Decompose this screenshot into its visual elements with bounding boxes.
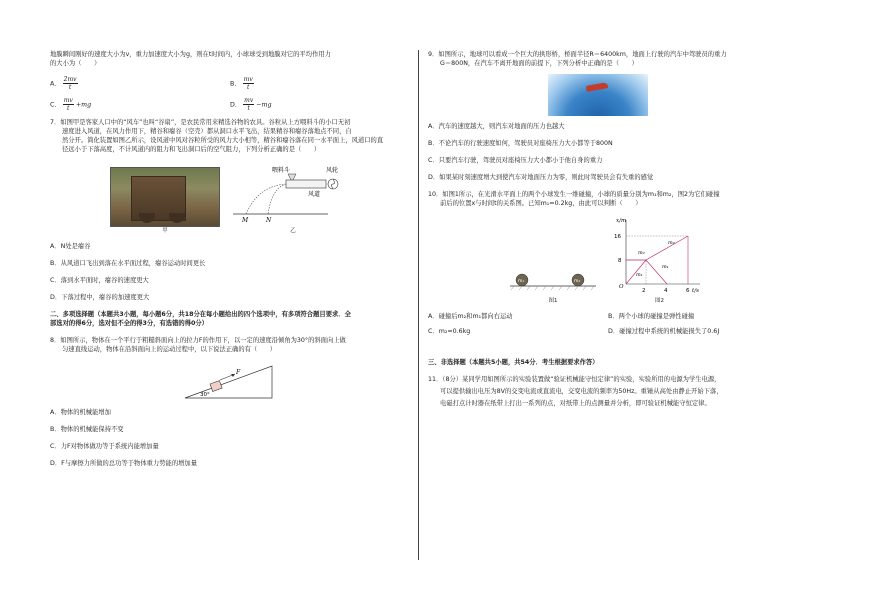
y-axis-label: x/m [616,218,627,224]
question-11 [428,375,793,408]
q9-line-1: 9．如图所示，地球可以看成一个巨大的拱形桥，桥面半径R＝6400km，地面上行驶的汽车中驾驶员的重力 [428,51,727,58]
numerator: mv [63,97,73,104]
q6-option-d [230,97,410,112]
winnowing-diagram [228,162,358,224]
xtick-2: 2 [642,288,646,294]
trajectory-far [268,184,286,214]
graph-m1-label-left: m₁ [636,272,643,278]
q7-option-a: A．N处是瘪谷 [50,243,91,250]
option-label: A． [50,80,61,88]
q7-line-2: 速度进入风道，在风力作用下，精谷和瘪谷（空壳）都从洞口水平飞出，结果精谷和瘪谷落地点不同，自 [62,128,352,135]
q6-option-b [230,76,410,91]
section-2-heading [50,310,410,328]
section-2-line-2: 部选对的得6分，选对但不全的得3分，有选错的得0分） [50,320,208,327]
q11-line-1: 11．（8分）某同学用如图所示的实验装置做“验证机械能守恒定律”的实验，实验所用的电源为学生电源， [428,376,721,383]
q10-figures [508,216,793,306]
collision-setup [508,264,598,294]
graph-m2-label-right: m₂ [668,240,675,246]
denominator: t [68,84,72,91]
car-icon [586,82,609,92]
ball-m2 [572,274,584,286]
q9-options [428,122,793,182]
option-label: C． [50,101,61,109]
q6-line-2: 的大小为（ ） [50,60,101,67]
ytick-16: 16 [614,234,621,240]
q8-options [50,408,410,468]
q10-option-c: C．m₂=0.6kg [428,328,471,335]
q7-figures [110,162,410,236]
question-10 [428,190,793,208]
fraction [63,97,74,112]
q8-option-b: B．物体的机械能保持不变 [50,426,124,433]
x-axis-label: t/s [692,288,699,294]
xt-graph [612,216,707,294]
q8-option-d: D．F与摩擦力所做的总功等于物体重力势能的增加量 [50,460,198,467]
q11-line-2: 可以提供输出电压为8V的交变电流或直流电，交变电流的频率为50Hz。重锤从高处由静止开始下落， [440,388,723,395]
column-divider [418,50,419,560]
q6-options-row-1 [50,76,410,91]
fraction [243,97,254,112]
numerator: mv [243,76,253,83]
q9-line-2: G＝800N，在汽车不离开地面的前提下，下列分析中正确的是（ ） [440,60,638,67]
q6-line-1: 地膜瞬间刚好的速度大小为v，重力加速度大小为g，则在t时间内，小球球受到地膜对它的平均作用力 [50,51,331,58]
q7-option-d: D．下落过程中，瘪谷的加速度更大 [50,294,150,301]
question-9 [428,50,793,68]
section-2-line-1: 二、多项选择题（本题共3小题，每小题6分，共18分在每小题给出的四个选项中，有多项符合题目要求．全 [50,311,351,318]
basket-right [169,213,185,223]
q7-line-3: 然分开。简化装置如图乙所示，设风道中风对谷粒所受的风力大小相等，精谷和瘪谷落在同一水平面上，风道口的直 [62,137,384,144]
angle-label: 30° [200,392,210,398]
trajectory-near [246,184,286,214]
incline-diagram [180,362,280,402]
q7-line-4: 径远小于下落高度，不计风道内的阻力和飞出洞口后的空气阻力，下列分析正确的是（ ） [62,146,321,153]
earth-bridge-image [548,74,648,116]
ytick-8: 8 [618,258,622,264]
point-n-label: N [266,217,272,224]
figure-b [228,162,358,236]
figure-a-caption: 甲 [162,228,168,234]
duct-shape [286,180,326,188]
q10-option-a: A．碰撞后m₂和m₁都向右运动 [428,313,513,320]
figure-2 [612,216,707,306]
numerator: 2mv [63,76,77,83]
graph-m1-label-right: m₁ [662,264,669,270]
duct-label: 风道 [308,191,321,198]
ball-m2-label: m₂ [574,279,581,284]
q9-option-a: A．汽车的速度越大，则汽车对地面的压力也越大 [428,123,565,130]
q6-option-a [50,76,230,91]
hatch [511,286,594,290]
hopper-shape [288,174,296,180]
q10-option-d: D．碰撞过程中系统的机械能损失了0.6J [608,328,720,335]
q7-option-c: C．落到水平面时，瘪谷的速度更大 [50,277,149,284]
q10-line-2: 前后的位置x与时间t的关系图。已知m₁=0.2kg，由此可以判断（ ） [440,200,642,207]
origin-label: O [619,284,624,290]
fraction [243,76,254,91]
hopper-label: 喂料斗 [272,167,291,174]
q7-line-1: 7．如图甲是客家人口中的“风车”也叫“谷扇”，是农民常用来精选谷物的农具。谷粒从上方喂料斗的小口无初 [50,119,351,126]
option-tail: −mg [256,101,272,109]
q9-option-b: B．不论汽车的行驶速度如何，驾驶员对座椅压力大小都等于800N [428,140,613,147]
fan-icon [328,179,338,189]
q8-option-c: C．力F对物体做功等于系统内能增加量 [50,443,159,450]
incline-shape [185,366,272,398]
q6-option-c [50,97,230,112]
figure-1-caption: 图1 [548,298,558,304]
q6-options-row-2 [50,97,410,112]
winnowing-machine-photo [110,167,220,227]
q9-option-c: C．只要汽车行驶，驾驶员对座椅压力大小都小于他自身的重力 [428,157,603,164]
q10-options-row-1 [428,312,793,321]
fan-label: 风轮 [326,167,339,174]
figure-2-caption: 图2 [655,298,664,304]
option-tail: +mg [75,101,92,109]
figure-b-caption: 乙 [290,228,296,234]
xtick-6: 6 [686,288,690,294]
denominator: t [247,105,250,112]
q10-line-1: 10．如图1所示，在光滑水平面上的两个小球发生一维碰撞，小球的质量分别为m₁和m₂，图2为它们碰撞 [428,191,720,198]
section-3-heading: 三、非选择题（本题共5小题，共54分．考生根据要求作答） [428,359,599,366]
numerator: mv [244,97,254,104]
m2-after-line [646,236,688,260]
left-column [50,50,410,476]
q8-line-1: 8．如图所示，物体在一个平行于粗糙斜面向上的拉力F的作用下，以一定的速度沿倾角为30°的斜面向上做 [50,337,346,344]
denominator: t [67,105,70,112]
question-8 [50,336,410,354]
question-6-tail [50,50,410,68]
q8-line-2: 匀速直线运动，物体在沿斜面向上的运动过程中，以下说法正确的有（ ） [62,346,277,353]
option-label: B． [230,80,241,88]
q11-line-3: 电磁打点计时器在纸带上打出一系列的点，对纸带上的点测量并分析，即可验证机械能守恒定律。 [440,400,711,407]
question-7 [50,118,410,154]
basket-left [139,213,155,223]
q10-option-b: B．两个小球的碰撞是弹性碰撞 [608,313,695,320]
q9-option-d: D．如果某时刻速度增大到使汽车对地面压力为零，则此时驾驶员会有失重的感觉 [428,174,654,181]
fraction [63,76,78,91]
ball-m1 [516,274,528,286]
q10-options-row-2 [428,327,793,336]
figure-a [110,167,220,236]
q7-option-b: B．从风道口飞出到落在水平面过程，瘪谷运动时间更长 [50,260,206,267]
force-label: F [236,369,241,376]
figure-1 [508,264,598,306]
q7-options [50,242,410,302]
point-m-label: M [242,217,249,224]
denominator: t [246,84,250,91]
graph-m2-label: m₂ [638,250,645,256]
option-label: D． [230,101,242,109]
ball-m1-label: m₁ [518,279,525,284]
right-column [428,50,793,416]
q8-option-a: A．物体的机械能增加 [50,409,111,416]
xtick-4: 4 [664,288,668,294]
